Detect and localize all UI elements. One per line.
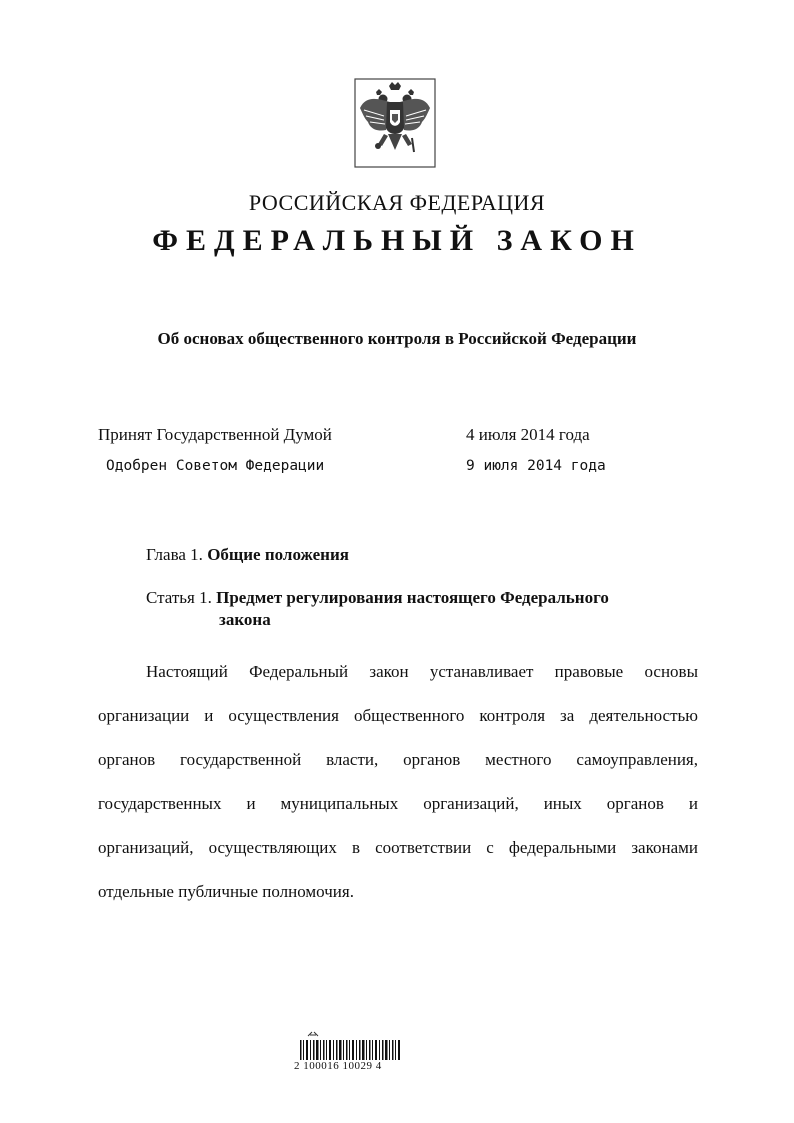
adoption-date: 4 июля 2014 года — [466, 425, 590, 444]
adoption-label: Одобрен Советом Федерации — [106, 458, 325, 474]
document-type: ФЕДЕРАЛЬНЫЙ ЗАКОН — [152, 224, 642, 257]
article-heading — [146, 587, 686, 631]
article-prefix: Статья 1. — [146, 588, 212, 607]
article-title-line2: закона — [219, 610, 271, 629]
body-line: организаций, осуществляющих в соответствии с федеральными законами — [98, 838, 698, 857]
article-body — [98, 650, 698, 914]
adoption-label: Принят Государственной Думой — [98, 425, 332, 444]
article-title-line1: Предмет регулирования настоящего Федерального — [216, 588, 609, 607]
law-title: Об основах общественного контроля в Российской Федерации — [157, 329, 637, 348]
chapter-heading — [146, 545, 349, 565]
body-line: государственных и муниципальных организаций, иных органов и — [98, 794, 698, 813]
adoption-date: 9 июля 2014 года — [466, 458, 606, 474]
body-line: отдельные публичные полномочия. — [98, 882, 354, 901]
body-line: органов государственной власти, органов местного самоуправления, — [98, 750, 698, 769]
chapter-prefix: Глава 1. — [146, 545, 203, 564]
chapter-title: Общие положения — [207, 545, 349, 564]
body-line: организации и осуществления общественного контроля за деятельностью — [98, 706, 698, 725]
country-name: РОССИЙСКАЯ ФЕДЕРАЦИЯ — [248, 190, 546, 215]
body-line: Настоящий Федеральный закон устанавливает правовые основы — [146, 662, 698, 681]
barcode-number: 2 100016 10029 4 — [294, 1060, 382, 1072]
russian-coat-of-arms-icon — [354, 78, 436, 168]
